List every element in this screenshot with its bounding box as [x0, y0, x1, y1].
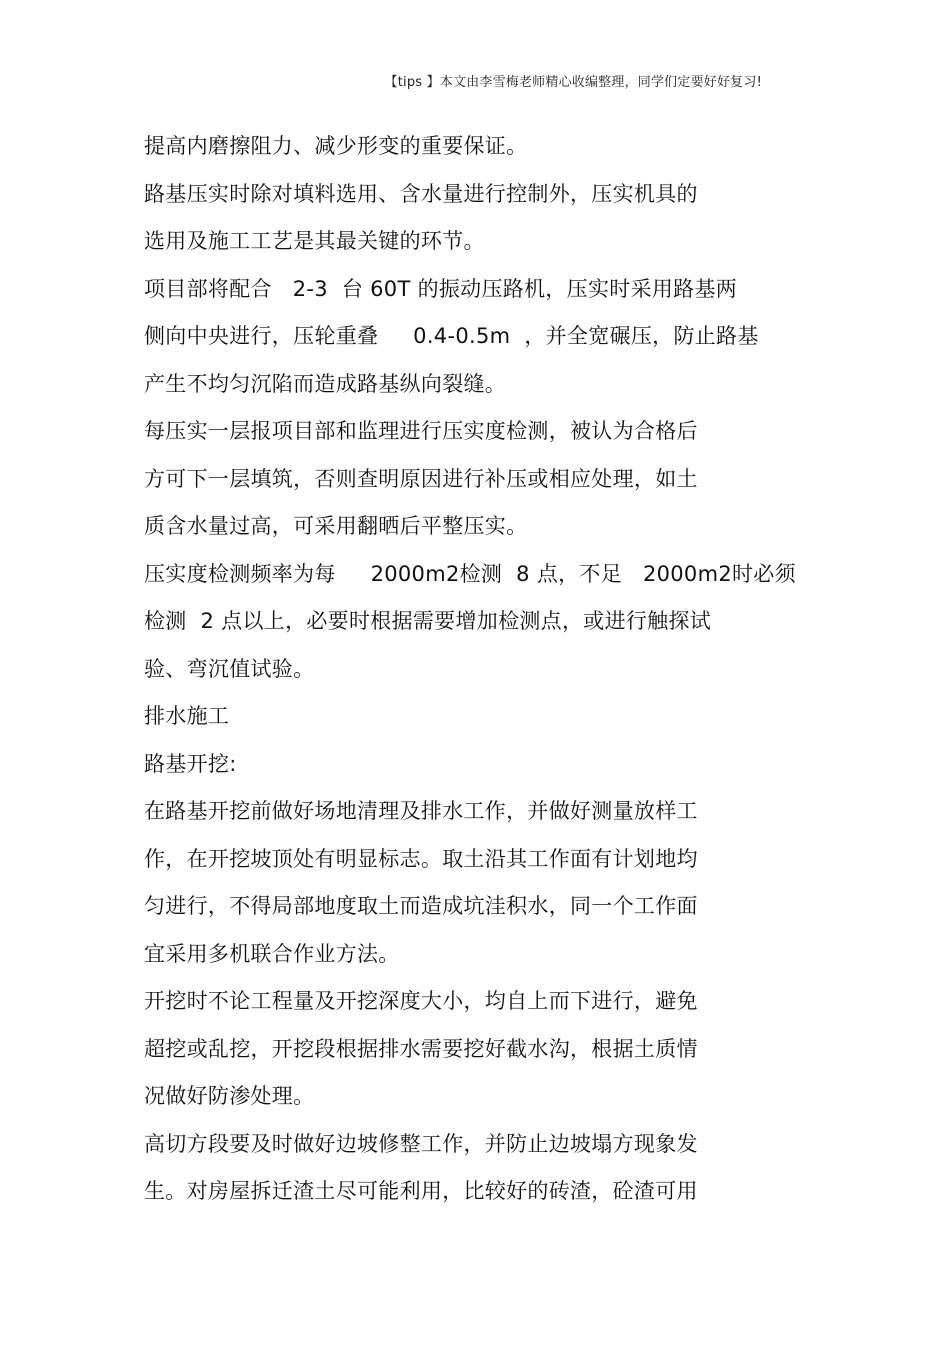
text-line: 况做好防渗处理。	[144, 1084, 315, 1108]
text-line: 项目部将配合 2-3 台 60T 的振动压路机，压实时采用路基两	[144, 276, 738, 301]
text-line: 开挖时不论工程量及开挖深度大小，均自上而下进行，避免	[144, 989, 698, 1013]
text-line: 质含水量过高，可采用翻晒后平整压实。	[144, 514, 528, 538]
text-line: 匀进行，不得局部地度取土而造成坑洼积水，同一个工作面	[144, 894, 698, 918]
text-line: 作，在开挖坡顶处有明显标志。取土沿其工作面有计划地均	[144, 846, 698, 871]
text-line: 选用及施工工艺是其最关键的环节。	[144, 229, 485, 253]
text-line: 产生不均匀沉陷而造成路基纵向裂缝。	[144, 371, 507, 396]
text-line: 在路基开挖前做好场地清理及排水工作，并做好测量放样工	[144, 799, 698, 823]
text-line: 超挖或乱挖，开挖段根据排水需要挖好截水沟，根据土质情	[144, 1036, 698, 1061]
text-line: 方可下一层填筑，否则查明原因进行补压或相应处理，如土	[144, 466, 698, 491]
text-line: 高切方段要及时做好边坡修整工作，并防止边坡塌方现象发	[144, 1131, 698, 1156]
header-tip: 【tips 】本文由李雪梅老师精心收编整理，同学们定要好好复习!	[384, 75, 762, 90]
text-line: 生。对房屋拆迁渣土尽可能利用，比较好的砖渣，砼渣可用	[144, 1179, 698, 1203]
text-line: 路基压实时除对填料选用、含水量进行控制外，压实机具的	[144, 181, 698, 206]
document-body	[144, 126, 844, 1219]
subsection-heading: 路基开挖:	[144, 751, 237, 776]
text-line: 侧向中央进行，压轮重叠 0.4-0.5m ，并全宽碾压，防止路基	[144, 324, 759, 348]
text-line: 提高内磨擦阻力、减少形变的重要保证。	[144, 134, 528, 158]
text-line: 压实度检测频率为每 2000m2检测 8 点，不足 2000m2时必须	[144, 561, 796, 586]
text-line: 宜采用多机联合作业方法。	[144, 941, 400, 966]
text-line: 验、弯沉值试验。	[144, 656, 315, 681]
text-line: 检测 2 点以上，必要时根据需要增加检测点，或进行触探试	[144, 609, 712, 633]
text-line: 每压实一层报项目部和监理进行压实度检测，被认为合格后	[144, 419, 698, 443]
section-heading: 排水施工	[144, 704, 230, 728]
